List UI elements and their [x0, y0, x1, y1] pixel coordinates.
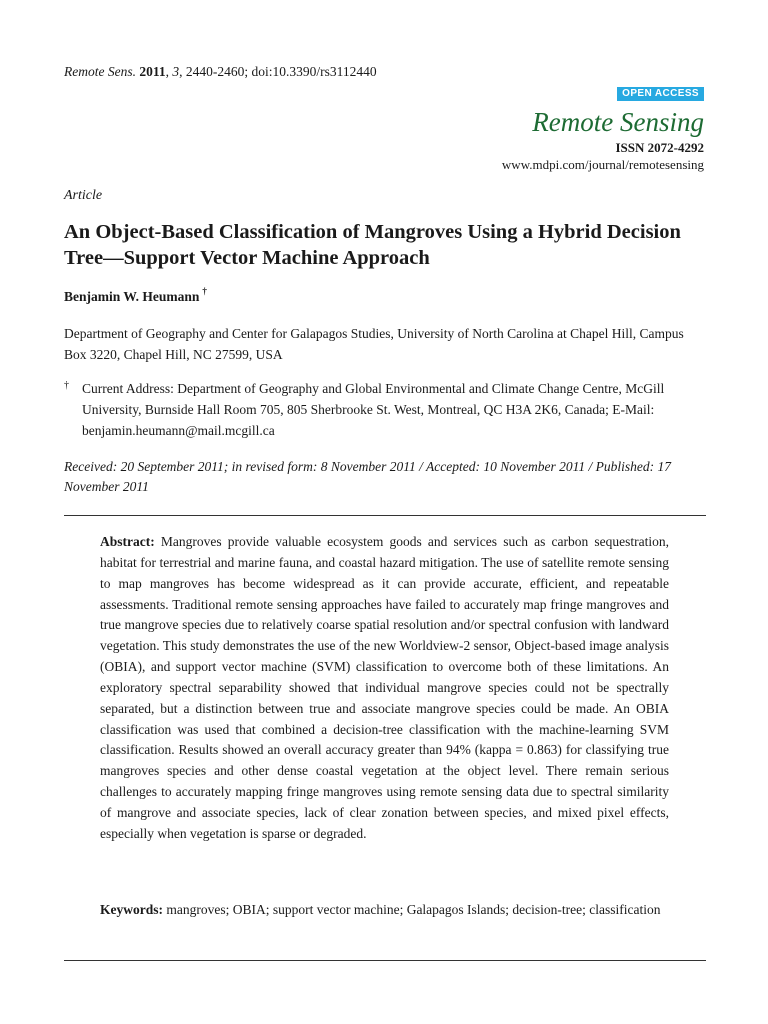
open-access-badge: OPEN ACCESS — [617, 87, 704, 101]
abstract-label: Abstract: — [100, 534, 155, 549]
keywords — [100, 900, 669, 921]
current-address-block — [64, 378, 706, 441]
citation-pages-doi: 2440-2460; doi:10.3390/rs3112440 — [185, 64, 377, 79]
publication-dates: Received: 20 September 2011; in revised form: 8 November 2011 / Accepted: 10 November 2011 / Published: 17 November 2011 — [64, 459, 671, 494]
citation-journal: Remote Sens. — [64, 64, 136, 79]
citation-volume: 3 — [172, 64, 180, 79]
issn: ISSN 2072-4292 — [615, 140, 704, 155]
author-name: Benjamin W. Heumann — [64, 289, 200, 304]
author-footnote-mark: † — [202, 286, 207, 296]
keywords-text: mangroves; OBIA; support vector machine; Galapagos Islands; decision-tree; classification — [166, 902, 661, 917]
article-type: Article — [64, 188, 103, 203]
journal-url[interactable]: www.mdpi.com/journal/remotesensing — [501, 157, 704, 172]
abstract — [100, 532, 669, 845]
abstract-text: Mangroves provide valuable ecosystem goods and services such as carbon sequestration, habitat for terrestrial and marine fauna, and coastal hazard mitigation. The use of satellite remote sensing to map mangroves has become widespread as it can provide accurate, efficient, and repeatable assessments. Traditional remote sensing approaches have failed to accurately map fringe mangroves and true mangrove species due to relatively coarse spatial resolution and/or spectral confusion with landward vegetation. This study demonstrates the use of the new Worldview-2 sensor, Object-based image analysis (OBIA), and support vector machine (SVM) classification to overcome both of these limitations. An exploratory spectral separability showed that individual mangrove species could not be spectrally separated, but a distinction between true and associate mangrove species could be made. An OBIA classification was used that combined a decision-tree classification with the machine-learning SVM classification. Results showed an overall accuracy greater than 94% (kappa = 0.863) for classifying true mangroves species and other dense coastal vegetation at the object level. There remain serious challenges to accurately mapping fringe mangroves using remote sensing data due to spectral similarity of mangrove and associate species, lack of clear zonation between species, and mixed pixel effects, especially when vegetation is sparse or degraded. — [100, 534, 670, 841]
article-title: An Object-Based Classification of Mangroves Using a Hybrid Decision Tree—Support Vector Machine Approach — [64, 221, 681, 269]
keywords-label: Keywords: — [100, 902, 163, 917]
citation-line: Remote Sens. 2011, 3, 2440-2460; doi:10.3390/rs3112440 — [64, 64, 377, 79]
top-divider — [64, 515, 706, 516]
journal-name: Remote Sensing — [532, 107, 704, 137]
author-line — [64, 286, 207, 305]
bottom-divider — [64, 960, 706, 961]
current-address-mark: † — [64, 380, 69, 391]
current-address: Current Address: Department of Geography and Global Environmental and Climate Change Centre, McGill University, Burnside Hall Room 705, 805 Sherbrooke St. West, Montreal, QC H3A 2K6, Canada; E-Mail: benjamin.heumann@mail.mcgill.ca — [82, 381, 665, 438]
citation-year: 2011 — [139, 64, 166, 79]
affiliation: Department of Geography and Center for Galapagos Studies, University of North Carolina at Chapel Hill, Campus Box 3220, Chapel Hill, NC 27599, USA — [64, 326, 684, 362]
